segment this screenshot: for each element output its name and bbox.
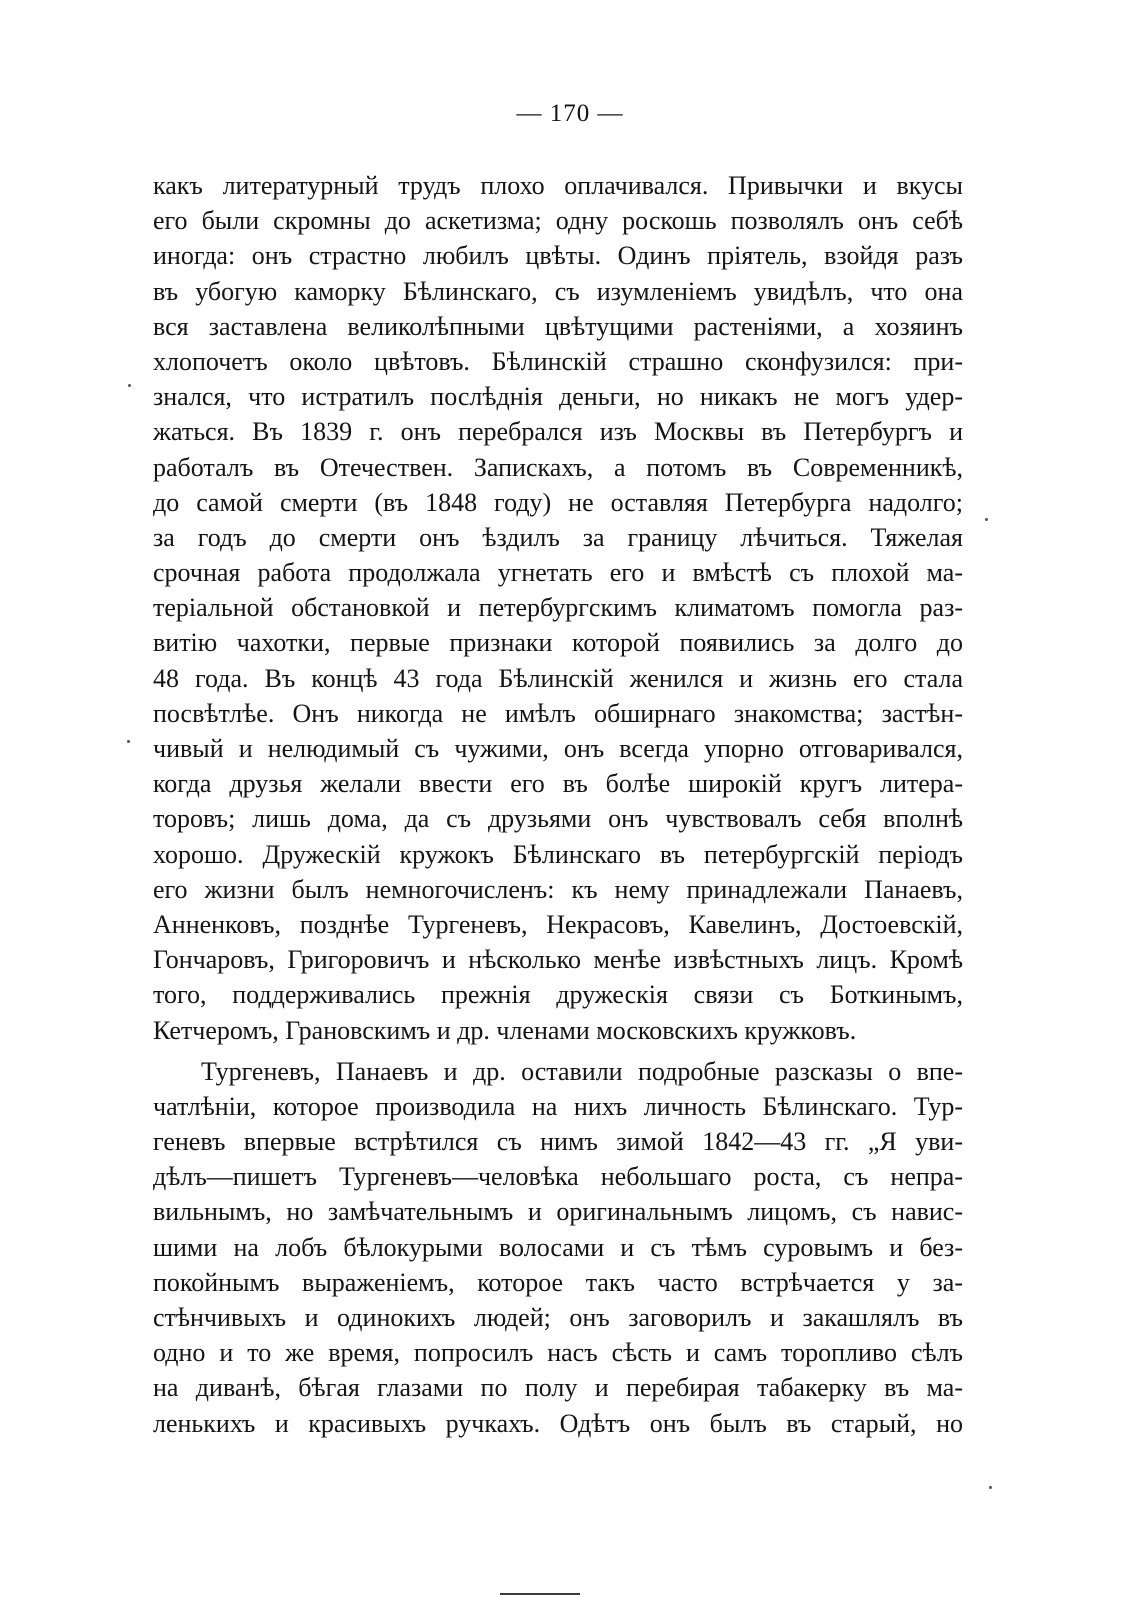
- text-line: одно и то же время, попросилъ насъ сѣсть и самъ торопливо сѣлъ: [153, 1338, 963, 1368]
- text-line: геневъ впервые встрѣтился съ нимъ зимой 1842—43 гг. „Я уви-: [153, 1127, 963, 1157]
- text-line: его были скромны до аскетизма; одну роскошь позволялъ онъ себѣ: [153, 206, 963, 236]
- page-number: — 170 —: [516, 100, 624, 127]
- text-line: какъ литературный трудъ плохо оплачивался. Привычки и вкусы: [153, 171, 963, 200]
- text-line: когда друзья желали ввести его въ болѣе широкій кругъ литера-: [153, 769, 963, 799]
- paragraph-2: [153, 1054, 963, 1441]
- text-line: шими на лобъ бѣлокурыми волосами и съ тѣмъ суровымъ и без-: [153, 1232, 963, 1262]
- text-line: хлопочетъ около цвѣтовъ. Бѣлинскій страшно сконфузился: при-: [153, 346, 963, 376]
- text-line: жаться. Въ 1839 г. онъ перебрался изъ Москвы въ Петербургъ и: [153, 417, 963, 447]
- text-line: ленькихъ и красивыхъ ручкахъ. Одѣтъ онъ былъ въ старый, но: [153, 1408, 963, 1438]
- text-line: на диванѣ, бѣгая глазами по полу и перебирая табакерку въ ма-: [153, 1373, 963, 1403]
- text-line: теріальной обстановкой и петербургскимъ климатомъ помогла раз-: [153, 593, 963, 623]
- paragraph-1: [153, 168, 963, 1048]
- text-line: посвѣтлѣе. Онъ никогда не имѣлъ обширнаго знакомства; застѣн-: [153, 698, 963, 728]
- footer-rule: [500, 1593, 580, 1595]
- text-line: того, поддерживались прежнія дружескія связи съ Боткинымъ,: [153, 980, 963, 1010]
- text-line: знался, что истратилъ послѣднія деньги, но никакъ не могъ удер-: [153, 382, 963, 412]
- scan-speck: [985, 518, 988, 521]
- text-line: работалъ въ Отечествен. Запискахъ, а потомъ въ Современникѣ,: [153, 452, 963, 482]
- text-line: вильнымъ, но замѣчательнымъ и оригинальнымъ лицомъ, съ навис-: [153, 1197, 963, 1227]
- text-line: чивый и нелюдимый съ чужими, онъ всегда упорно отговаривался,: [153, 734, 963, 763]
- text-line: до самой смерти (въ 1848 году) не оставляя Петербурга надолго;: [153, 487, 963, 517]
- text-line: чатлѣніи, которое производила на нихъ личность Бѣлинскаго. Тур-: [153, 1091, 963, 1121]
- text-line: Анненковъ, позднѣе Тургеневъ, Некрасовъ, Кавелинъ, Достоевскій,: [153, 909, 963, 939]
- scan-speck: [128, 384, 131, 387]
- text-line: покойнымъ выраженіемъ, которое такъ часто встрѣчается у за-: [153, 1267, 963, 1297]
- text-line: витію чахотки, первые признаки которой появились за долго до: [153, 628, 963, 658]
- text-line: Кетчеромъ, Грановскимъ и др. членами московскихъ кружковъ.: [153, 1015, 857, 1045]
- text-line: торовъ; лишь дома, да съ друзьями онъ чувствовалъ себя вполнѣ: [153, 804, 963, 834]
- text-line: хорошо. Дружескій кружокъ Бѣлинскаго въ петербургскій періодъ: [153, 839, 963, 869]
- scan-speck: [127, 740, 130, 743]
- text-line: вся заставлена великолѣпными цвѣтущими растеніями, а хозяинъ: [153, 311, 963, 341]
- text-line: въ убогую каморку Бѣлинскаго, съ изумленіемъ увидѣлъ, что она: [153, 276, 963, 306]
- text-line: дѣлъ—пишетъ Тургеневъ—человѣка небольшаго роста, съ непра-: [153, 1162, 963, 1192]
- text-line: 48 года. Въ концѣ 43 года Бѣлинскій женился и жизнь его стала: [153, 663, 963, 693]
- text-line: стѣнчивыхъ и одинокихъ людей; онъ заговорилъ и закашлялъ въ: [153, 1303, 963, 1332]
- text-line: его жизни былъ немногочисленъ: къ нему принадлежали Панаевъ,: [153, 874, 963, 904]
- text-line: Тургеневъ, Панаевъ и др. оставили подробные разсказы о впе-: [201, 1056, 963, 1086]
- text-line: иногда: онъ страстно любилъ цвѣты. Одинъ пріятель, взойдя разъ: [153, 241, 963, 271]
- text-line: за годъ до смерти онъ ѣздилъ за границу лѣчиться. Тяжелая: [153, 522, 963, 552]
- body-text: [153, 168, 963, 1441]
- text-line: Гончаровъ, Григоровичъ и нѣсколько менѣе извѣстныхъ лицъ. Кромѣ: [153, 945, 963, 975]
- scan-speck: [989, 1486, 992, 1489]
- text-line: срочная работа продолжала угнетать его и вмѣстѣ съ плохой ма-: [153, 558, 963, 588]
